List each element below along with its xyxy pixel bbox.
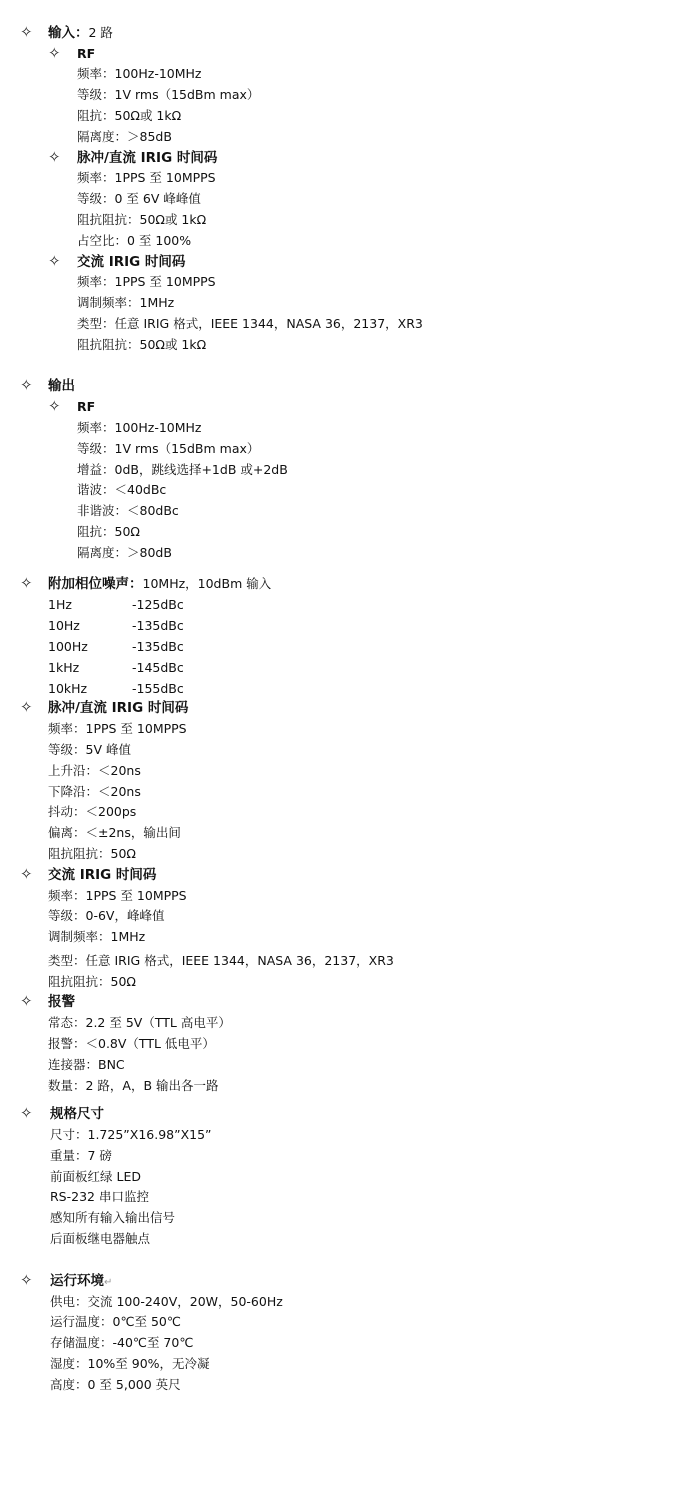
diamond-bullet-icon: ✧ — [20, 1104, 33, 1122]
diamond-bullet-icon: ✧ — [48, 148, 61, 166]
input-rf-title: RF — [77, 46, 96, 61]
input-rf-line: 隔离度：＞85dB — [77, 129, 172, 144]
phase-noise-freq: 10Hz — [48, 618, 80, 633]
phase-noise-freq: 1kHz — [48, 660, 80, 675]
dimensions-line: 尺寸：1.725”X16.98”X15” — [50, 1127, 212, 1142]
phase-noise-value: -135dBc — [132, 618, 184, 633]
environment-line: 存储温度：-40℃至 70℃ — [50, 1335, 194, 1350]
ac-irig-out-line: 类型：任意 IRIG 格式，IEEE 1344，NASA 36，2137，XR3 — [48, 953, 394, 968]
input-ac-irig-line: 阻抗阻抗：50Ω或 1kΩ — [77, 337, 207, 352]
environment-heading: 运行环境↵ — [50, 1273, 113, 1289]
output-rf-line: 隔离度：＞80dB — [77, 545, 172, 560]
phase-noise-value: -155dBc — [132, 681, 184, 696]
diamond-bullet-icon: ✧ — [20, 574, 33, 592]
diamond-bullet-icon: ✧ — [20, 1271, 33, 1289]
phase-noise-value: -125dBc — [132, 597, 184, 612]
alarm-line: 报警：＜0.8V（TTL 低电平） — [48, 1036, 215, 1051]
dimensions-heading: 规格尺寸 — [50, 1106, 104, 1122]
pulse-dc-out-line: 等级：5V 峰值 — [48, 742, 131, 757]
environment-line: 运行温度：0℃至 50℃ — [50, 1314, 181, 1329]
input-pulse-dc-line: 占空比：0 至 100% — [77, 233, 192, 248]
dimensions-line: RS-232 串口监控 — [50, 1189, 149, 1204]
pulse-dc-out-line: 频率：1PPS 至 10MPPS — [48, 721, 187, 736]
output-rf-line: 等级：1V rms（15dBm max） — [77, 441, 260, 456]
phase-noise-freq: 1Hz — [48, 597, 72, 612]
pulse-dc-out-line: 抖动：＜200ps — [48, 804, 137, 819]
diamond-bullet-icon: ✧ — [20, 865, 33, 883]
pulse-dc-out-line: 下降沿：＜20ns — [48, 784, 141, 799]
input-heading: 输入：2 路 — [48, 25, 113, 41]
output-heading: 输出 — [48, 378, 75, 394]
environment-line: 高度：0 至 5,000 英尺 — [50, 1377, 181, 1392]
pulse-dc-out-line: 偏离：＜±2ns，输出间 — [48, 825, 181, 840]
dimensions-line: 重量：7 磅 — [50, 1148, 112, 1163]
output-rf-line: 谐波：＜40dBc — [77, 482, 167, 497]
input-pulse-dc-title: 脉冲/直流 IRIG 时间码 — [77, 150, 218, 166]
ac-irig-out-line: 频率：1PPS 至 10MPPS — [48, 888, 187, 903]
alarm-line: 数量：2 路，A，B 输出各一路 — [48, 1078, 219, 1093]
ac-irig-out-line: 调制频率：1MHz — [48, 929, 146, 944]
input-pulse-dc-line: 等级：0 至 6V 峰峰值 — [77, 191, 201, 206]
output-rf-line: 非谐波：＜80dBc — [77, 503, 179, 518]
pulse-dc-out-line: 阻抗阻抗：50Ω — [48, 846, 136, 861]
phase-noise-freq: 10kHz — [48, 681, 88, 696]
phase-noise-freq: 100Hz — [48, 639, 88, 654]
input-ac-irig-title: 交流 IRIG 时间码 — [77, 254, 186, 270]
input-ac-irig-line: 调制频率：1MHz — [77, 295, 175, 310]
input-pulse-dc-line: 阻抗阻抗：50Ω或 1kΩ — [77, 212, 207, 227]
diamond-bullet-icon: ✧ — [48, 44, 61, 62]
environment-line: 湿度：10%至 90%，无冷凝 — [50, 1356, 210, 1371]
input-pulse-dc-line: 频率：1PPS 至 10MPPS — [77, 170, 216, 185]
ac-irig-out-line: 阻抗阻抗：50Ω — [48, 974, 136, 989]
input-rf-line: 阻抗：50Ω或 1kΩ — [77, 108, 182, 123]
input-ac-irig-line: 频率：1PPS 至 10MPPS — [77, 274, 216, 289]
diamond-bullet-icon: ✧ — [20, 698, 33, 716]
phase-noise-value: -145dBc — [132, 660, 184, 675]
alarm-line: 常态：2.2 至 5V（TTL 高电平） — [48, 1015, 231, 1030]
input-rf-line: 频率：100Hz-10MHz — [77, 66, 202, 81]
dimensions-line: 感知所有输入输出信号 — [50, 1210, 176, 1225]
diamond-bullet-icon: ✧ — [48, 397, 61, 415]
input-ac-irig-line: 类型：任意 IRIG 格式，IEEE 1344，NASA 36，2137，XR3 — [77, 316, 423, 331]
alarm-line: 连接器：BNC — [48, 1057, 125, 1072]
phase-noise-heading: 附加相位噪声：10MHz，10dBm 输入 — [48, 576, 272, 592]
diamond-bullet-icon: ✧ — [20, 376, 33, 394]
pulse-dc-out-line: 上升沿：＜20ns — [48, 763, 141, 778]
dimensions-line: 前面板红绿 LED — [50, 1169, 141, 1184]
phase-noise-value: -135dBc — [132, 639, 184, 654]
output-rf-line: 频率：100Hz-10MHz — [77, 420, 202, 435]
diamond-bullet-icon: ✧ — [20, 992, 33, 1010]
environment-line: 供电：交流 100-240V，20W，50-60Hz — [50, 1294, 283, 1309]
diamond-bullet-icon: ✧ — [20, 23, 33, 41]
pulse-dc-out-heading: 脉冲/直流 IRIG 时间码 — [48, 700, 189, 716]
ac-irig-out-line: 等级：0-6V，峰峰值 — [48, 908, 165, 923]
input-rf-line: 等级：1V rms（15dBm max） — [77, 87, 260, 102]
output-rf-line: 增益：0dB，跳线选择+1dB 或+2dB — [77, 462, 288, 477]
dimensions-line: 后面板继电器触点 — [50, 1231, 151, 1246]
output-rf-line: 阻抗：50Ω — [77, 524, 140, 539]
output-rf-title: RF — [77, 399, 96, 414]
ac-irig-out-heading: 交流 IRIG 时间码 — [48, 867, 157, 883]
diamond-bullet-icon: ✧ — [48, 252, 61, 270]
alarm-heading: 报警 — [48, 994, 75, 1010]
paragraph-mark-icon: ↵ — [104, 1277, 113, 1288]
